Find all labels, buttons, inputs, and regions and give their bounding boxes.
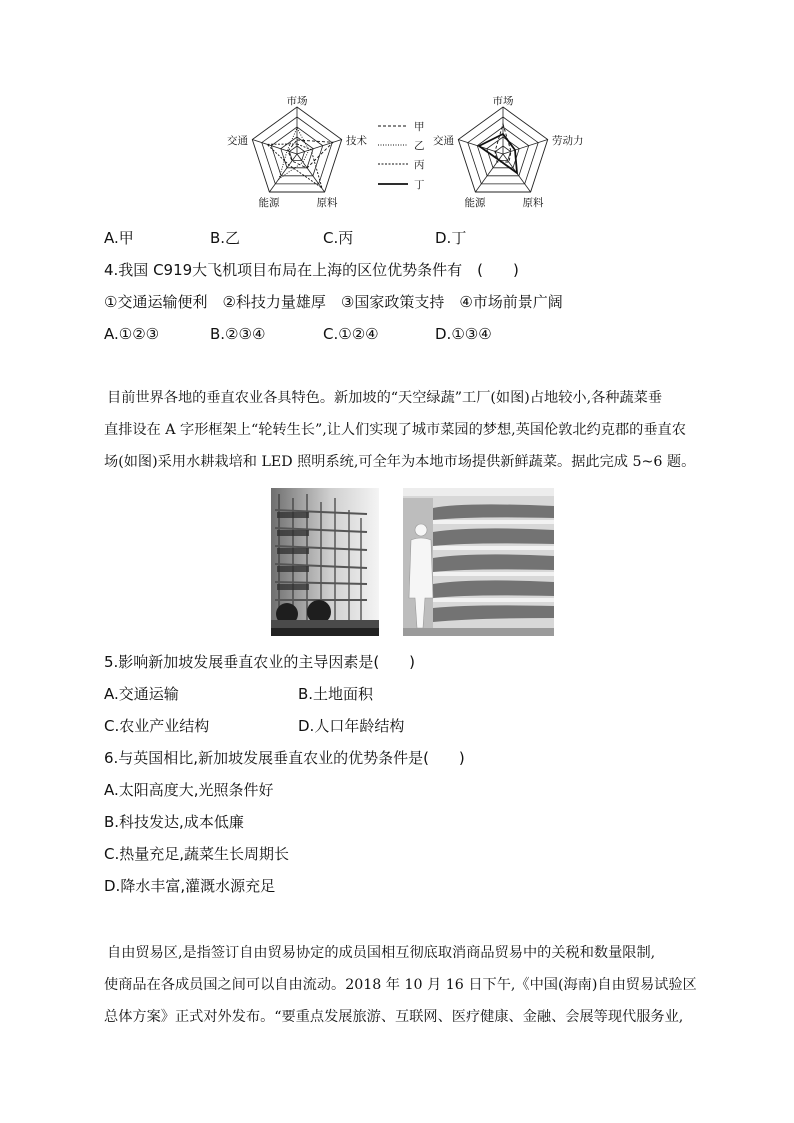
radar-left-label-energy: 能源 <box>258 197 280 209</box>
legend-label-ding: 丁 <box>414 179 425 191</box>
q3-options <box>104 228 604 248</box>
radar-right-label-transport: 交通 <box>433 135 454 147</box>
q4-option-a: A.①②③ <box>104 325 160 343</box>
radar-left-label-transport: 交通 <box>227 135 248 147</box>
legend-label-bing: 丙 <box>414 159 425 171</box>
radar-right-label-material: 原料 <box>522 197 544 209</box>
q5-option-d: D.人口年龄结构 <box>298 717 405 735</box>
q6-option-d: D.降水丰富,灌溉水源充足 <box>104 877 276 895</box>
q5-stem: 5.影响新加坡发展垂直农业的主导因素是( ) <box>104 653 416 671</box>
q6-stem: 6.与英国相比,新加坡发展垂直农业的优势条件是( ) <box>104 749 465 767</box>
passage2-line-2: 使商品在各成员国之间可以自由流动。2018 年 10 月 16 日下午,《中国(海南)自由贸易试验区 <box>104 977 697 993</box>
q3-option-d: D.丁 <box>435 229 467 247</box>
legend <box>378 121 425 191</box>
q3-option-c: C.丙 <box>323 229 354 247</box>
radar-right-label-labor: 劳动力 <box>552 135 584 147</box>
passage1-line-1: 目前世界各地的垂直农业各具特色。新加坡的“天空绿蔬”工厂(如图)占地较小,各种蔬菜垂 <box>107 390 663 406</box>
passage1-line-3: 场(如图)采用水耕栽培和 LED 照明系统,可全年为本地市场提供新鲜蔬菜。据此完成 5~6 题。 <box>104 454 696 470</box>
radar-chart-left <box>227 96 367 209</box>
passage2-line-3: 总体方案》正式对外发布。“要重点发展旅游、互联网、医疗健康、金融、会展等现代服务业, <box>104 1009 684 1025</box>
q3-option-a: A.甲 <box>104 229 134 247</box>
radar-figure <box>215 96 595 216</box>
passage2-line-1: 自由贸易区,是指签订自由贸易协定的成员国相互彻底取消商品贸易中的关税和数量限制, <box>107 945 656 961</box>
legend-label-jia: 甲 <box>414 121 425 133</box>
radar-right-label-market: 市场 <box>492 96 514 107</box>
q4-option-d: D.①③④ <box>435 325 492 343</box>
radar-chart-right <box>433 96 584 209</box>
singapore-vertical-farm-photo <box>271 488 379 636</box>
q6-option-a: A.太阳高度大,光照条件好 <box>104 781 274 799</box>
q4-options <box>104 324 604 344</box>
uk-vertical-farm-photo <box>403 488 554 636</box>
q3-option-b: B.乙 <box>210 229 241 247</box>
passage-free-trade-zone <box>104 937 744 1037</box>
q5-option-c: C.农业产业结构 <box>104 717 210 735</box>
q4-option-b: B.②③④ <box>210 325 266 343</box>
passage-vertical-farming <box>104 382 704 482</box>
q5-option-a: A.交通运输 <box>104 685 179 703</box>
q6-option-b: B.科技发达,成本低廉 <box>104 813 244 831</box>
legend-label-yi: 乙 <box>414 140 425 152</box>
q5-option-b: B.土地面积 <box>298 685 374 703</box>
q4-option-c: C.①②④ <box>323 325 379 343</box>
q6-option-c: C.热量充足,蔬菜生长周期长 <box>104 845 290 863</box>
radar-left-label-tech: 技术 <box>346 135 367 147</box>
radar-left-label-market: 市场 <box>286 96 308 107</box>
q4-stem: 4.我国 C919大飞机项目布局在上海的区位优势条件有 ( ) <box>104 261 519 279</box>
passage1-line-2: 直排设在 A 字形框架上“轮转生长”,让人们实现了城市菜园的梦想,英国伦敦北约克郡的垂直农 <box>104 422 686 438</box>
radar-right-label-energy: 能源 <box>464 197 486 209</box>
radar-left-label-material: 原料 <box>316 197 338 209</box>
q4-items: ①交通运输便利 ②科技力量雄厚 ③国家政策支持 ④市场前景广阔 <box>104 293 563 311</box>
